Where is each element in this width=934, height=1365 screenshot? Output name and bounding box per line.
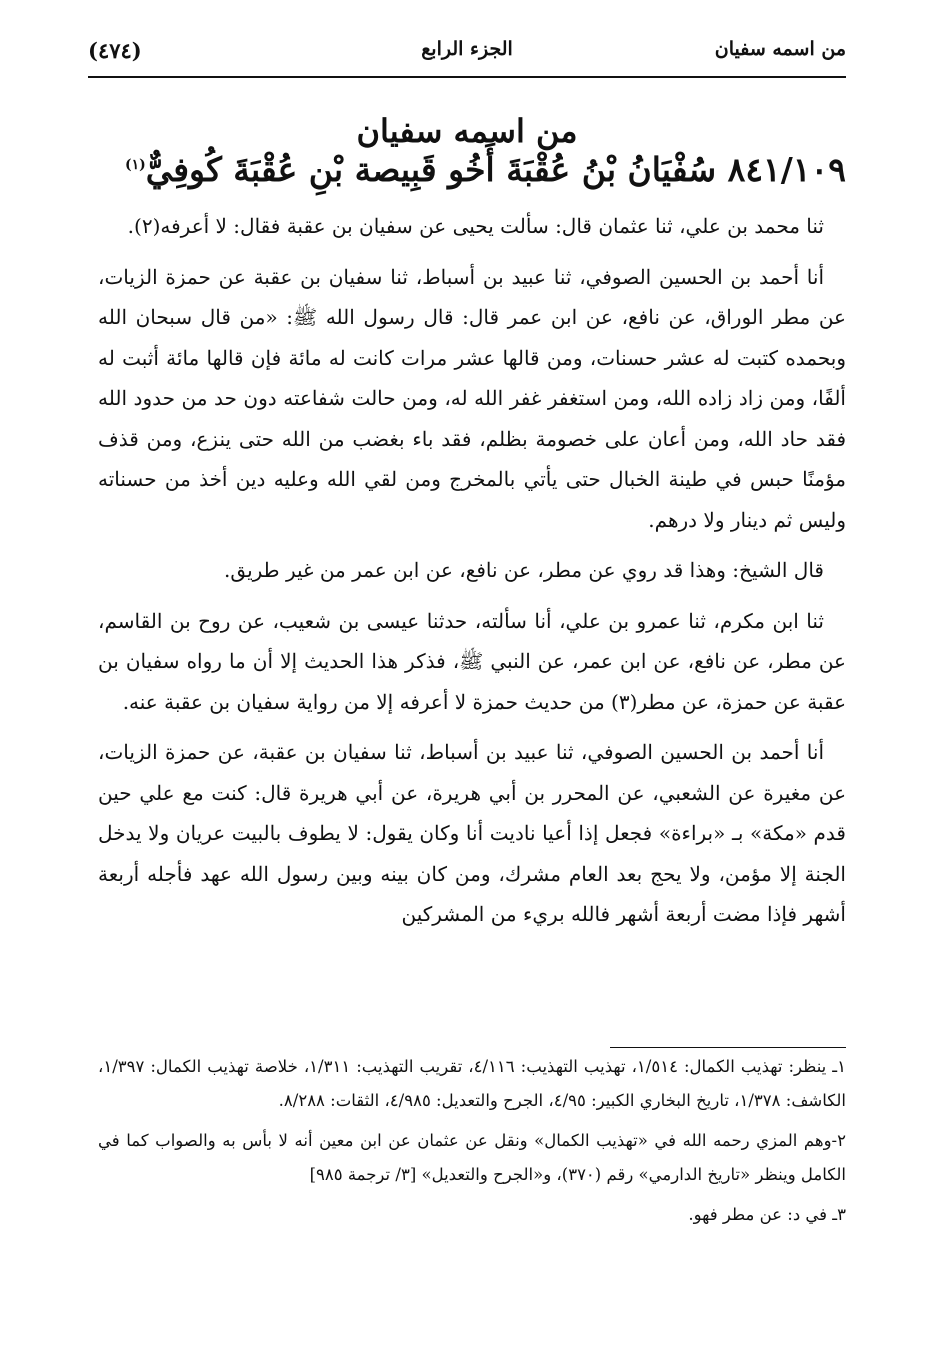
body-text (98, 206, 846, 945)
entry-title-footnote-ref: (١) (124, 157, 146, 173)
running-head-chapter: من اسمه سفيان (714, 38, 846, 60)
paragraph: ثنا محمد بن علي، ثنا عثمان قال: سألت يحيى عن سفيان بن عقبة فقال: لا أعرفه(٢). (127, 214, 824, 238)
entry-title-text: ٨٤١/١٠٩ سُفْيَانُ بْنُ عُقْبَةَ أَخُو قَبِيصة بْنِ عُقْبَةَ كُوفِيٌّ (145, 150, 846, 189)
header-rule (88, 76, 846, 78)
paragraph: أنا أحمد بن الحسين الصوفي، ثنا عبيد بن أسباط، ثنا سفيان بن عقبة عن حمزة الزيات، عن مطر الوراق، عن نافع، عن ابن عمر قال: قال رسول الله ﷺ: «من قال سبحان الله وبحمده كتبت له عشر حسنات، ومن قالها عشر مرات كانت له مائة فإن قالها مائة أثبت له ألفًا، ومن زاد زاده الله، ومن استغفر غفر الله له، ومن حالت شفاعته دون حد من حدود الله فقد حاد الله، ومن أعان على خصومة بظلم، فقد باء بغضب من الله حتى ينزع، ومن قذف مؤمنًا حبس في طينة الخبال حتى يأتي بالمخرج ومن لقي الله وعليه دين أخذ من حسناته وليس ثم دينار ولا درهم. (98, 264, 846, 532)
paragraph: قال الشيخ: وهذا قد روي عن مطر، عن نافع، عن ابن عمر من غير طريق. (224, 558, 824, 582)
running-head-part: الجزء الرابع (421, 38, 513, 60)
page-number: (٤٧٤) (88, 38, 142, 63)
paragraph: أنا أحمد بن الحسين الصوفي، ثنا عبيد بن أسباط، ثنا سفيان بن عقبة، عن حمزة الزيات، عن مغيرة عن الشعبي، عن المحرر بن أبي هريرة، عن أبي هريرة قال: كنت مع علي حين قدم «مكة» بـ «براءة» فجعل إذا أعيا ناديت أنا وكان يقول: لا يطوف بالبيت عريان ولا يدخل الجنة إلا مؤمن، ولا يحج بعد العام مشرك، ومن كان بينه وبين رسول الله عهد فأجله أربعة أشهر فإذا مضت أربعة أشهر فالله بريء من المشركين (98, 740, 846, 926)
footnote: ١ـ ينظر: تهذيب الكمال: ١/٥١٤، تهذيب التهذيب: ٤/١١٦، تقريب التهذيب: ١/٣١١، خلاصة تهذيب الكمال: ١/٣٩٧، الكاشف: ١/٣٧٨، تاريخ البخاري الكبير: ٤/٩٥، الجرح والتعديل: ٤/٩٨٥، الثقات: ٨/٢٨٨. (98, 1057, 847, 1110)
footnotes (98, 1050, 846, 1238)
footnote-rule (610, 1047, 846, 1048)
section-title: من اسمه سفيان (356, 112, 578, 150)
footnote: ٢-وهم المزي رحمه الله في «تهذيب الكمال» ونقل عن عثمان عن ابن معين أنه لا بأس به والصواب كما في الكامل وينظر «تاريخ الدارمي» رقم (٣٧٠)، و«الجرح والتعديل» [٣/ ترجمة ٩٨٥] (98, 1131, 846, 1184)
entry-title (124, 150, 846, 189)
running-head (88, 38, 846, 72)
paragraph: ثنا ابن مكرم، ثنا عمرو بن علي، أنا سألته، حدثنا عيسى بن شعيب، عن روح بن القاسم، عن مطر، عن نافع، عن ابن عمر، عن النبي ﷺ، فذكر هذا الحديث إلا أن ما رواه سفيان بن عقبة عن حمزة، عن مطر(٣) من حديث حمزة لا أعرفه إلا من رواية سفيان بن عقبة عنه. (98, 608, 846, 714)
footnote: ٣ـ في د: عن مطر فهو. (688, 1205, 846, 1224)
